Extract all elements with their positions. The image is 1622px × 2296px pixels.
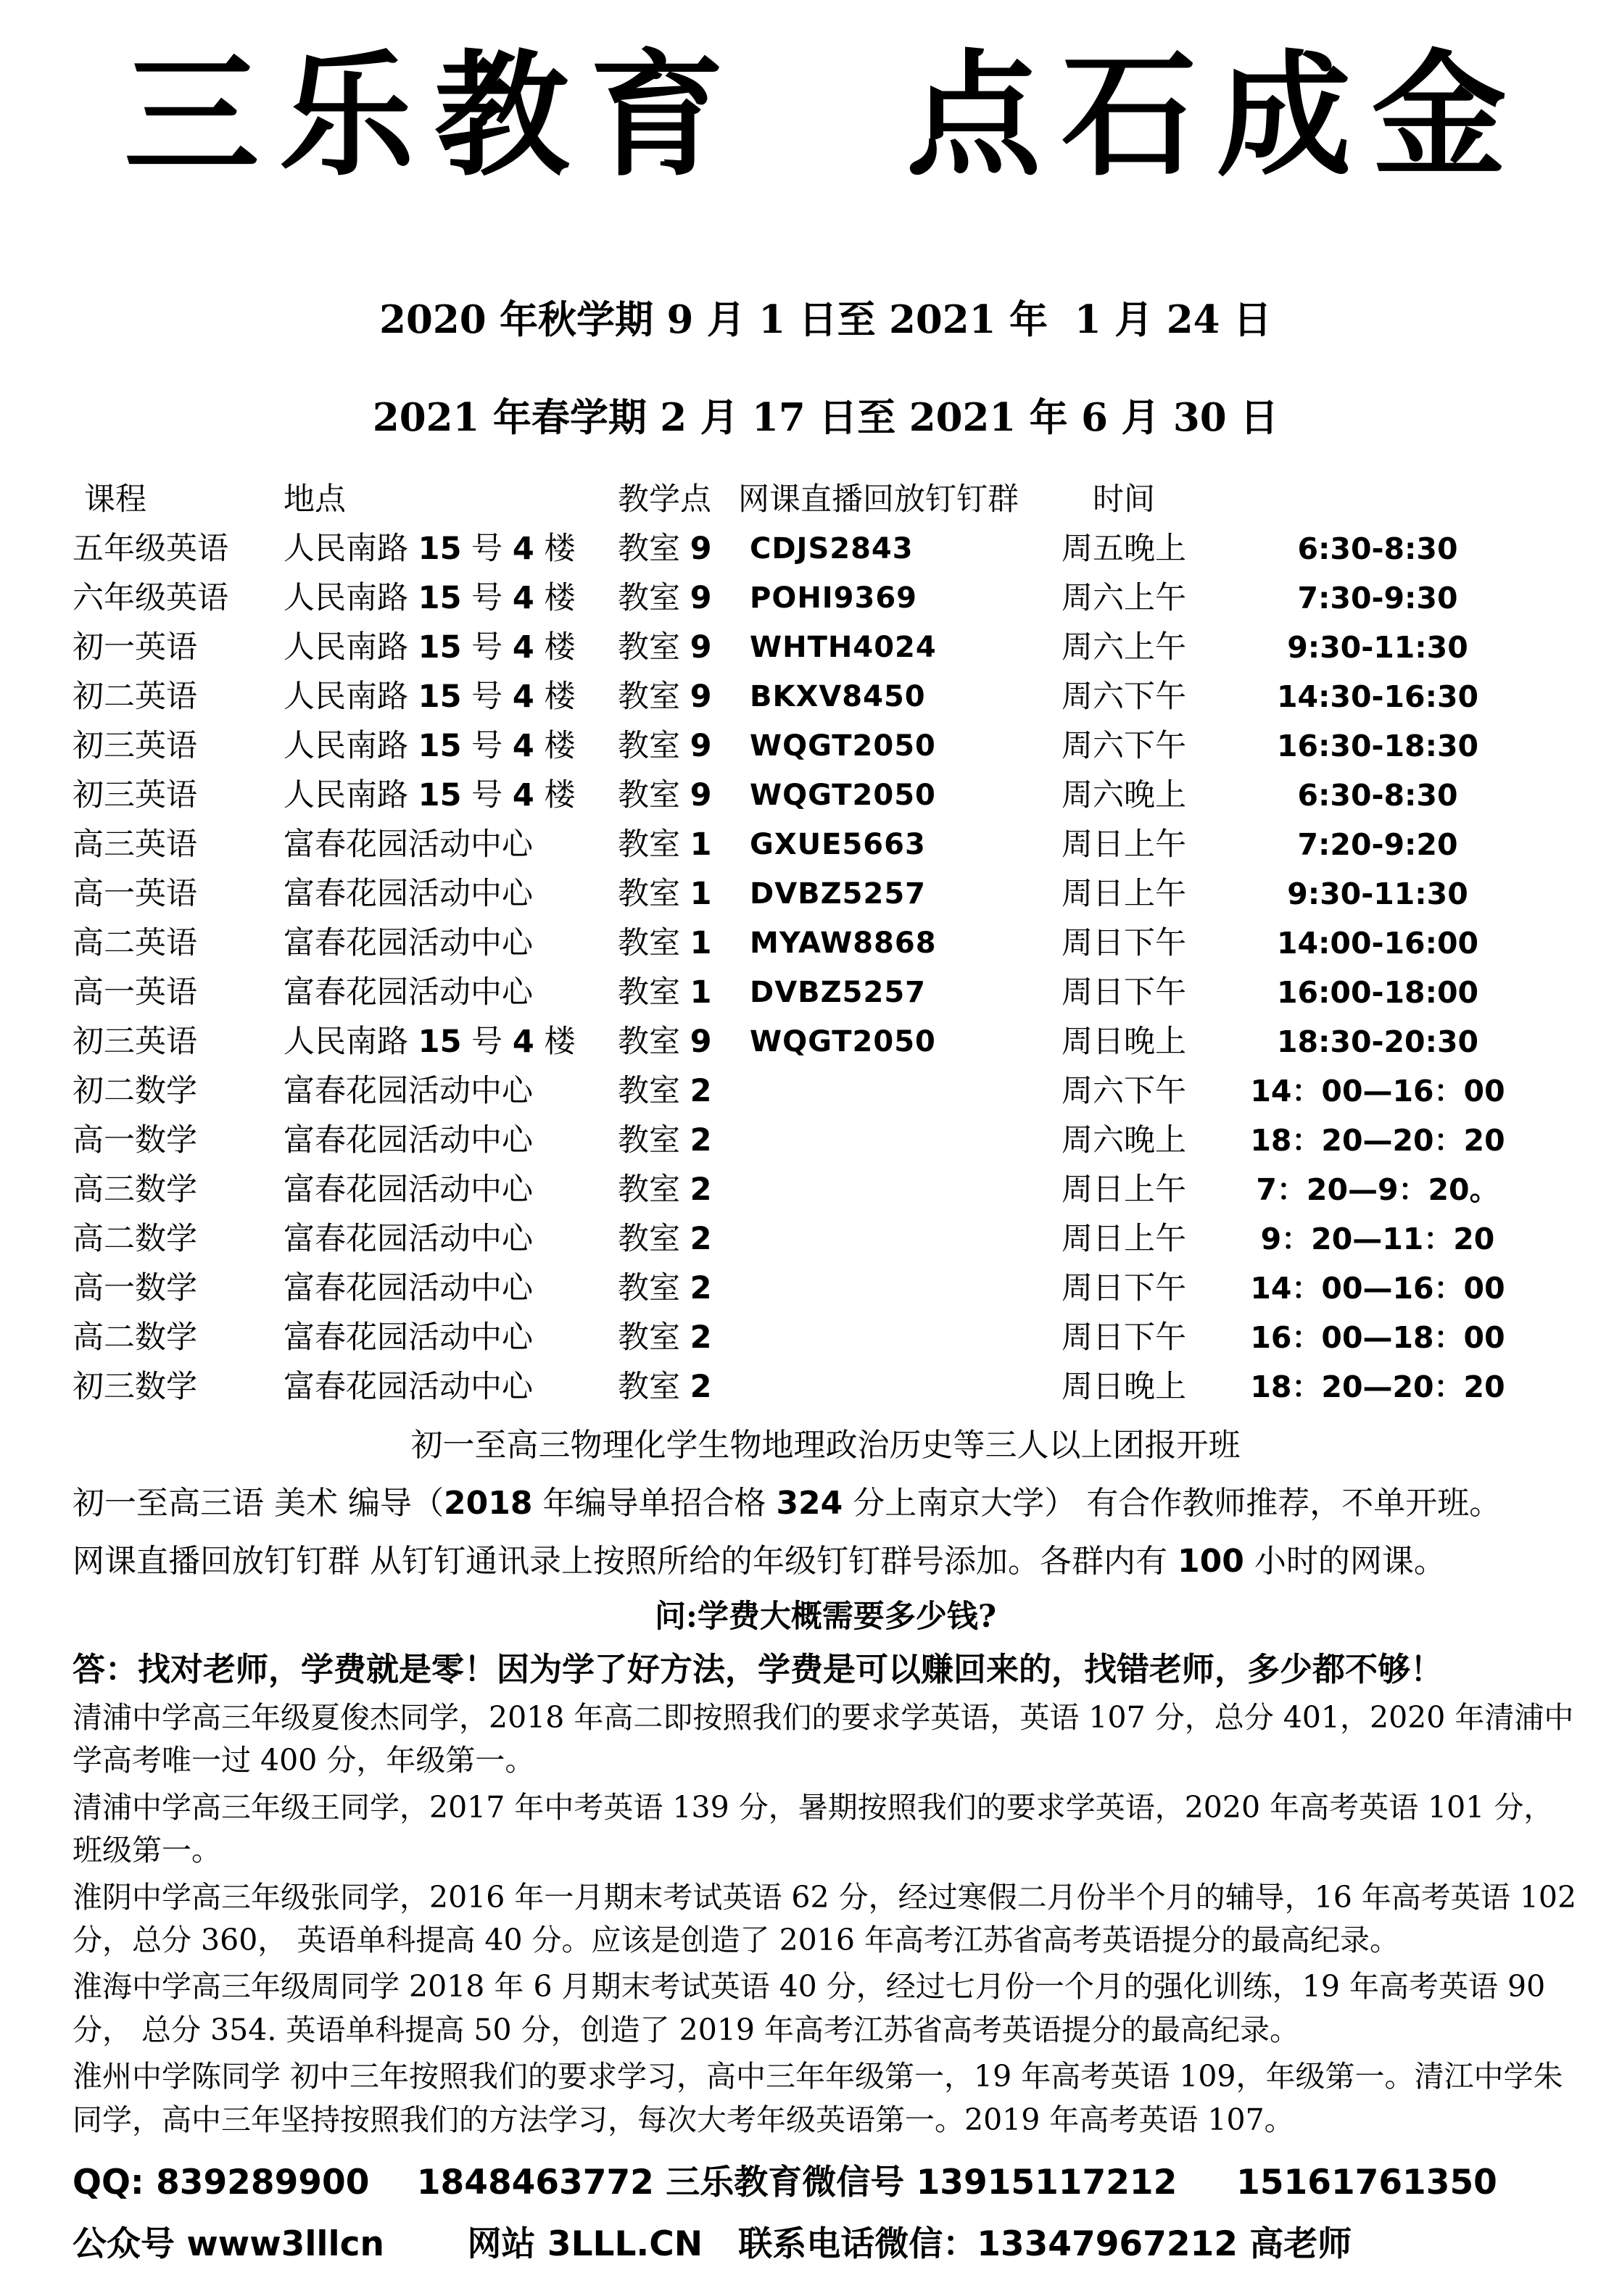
cell-time: 14：00—16：00 bbox=[1250, 1271, 1505, 1306]
bold-number: 9 bbox=[690, 679, 712, 716]
cell-course: 初三数学 bbox=[73, 1369, 197, 1406]
bold-number: 2018 bbox=[443, 1485, 533, 1522]
cell-time: 6:30-8:30 bbox=[1297, 531, 1458, 567]
cell-location: 人民南路 15 号 4 楼 bbox=[284, 531, 576, 568]
bold-number: 4 bbox=[512, 1024, 534, 1061]
schedule-row bbox=[73, 771, 1578, 820]
cell-course: 高三英语 bbox=[73, 826, 197, 863]
cell-room: 教室 9 bbox=[618, 679, 712, 716]
cell-course: 高一英语 bbox=[73, 876, 197, 913]
cell-location: 富春花园活动中心 bbox=[284, 1221, 533, 1258]
cell-group: CDJS2843 bbox=[750, 532, 914, 566]
cell-location: 富春花园活动中心 bbox=[284, 1369, 533, 1406]
cell-room: 教室 1 bbox=[618, 826, 712, 863]
cell-course: 初一英语 bbox=[73, 629, 197, 666]
cell-day: 周日上午 bbox=[1062, 876, 1186, 913]
cell-course: 高一英语 bbox=[73, 974, 197, 1011]
cell-location: 富春花园活动中心 bbox=[284, 1270, 533, 1307]
schedule-row bbox=[73, 1165, 1578, 1214]
cell-time: 16:00-18:00 bbox=[1276, 975, 1479, 1011]
cell-course: 五年级英语 bbox=[73, 531, 228, 568]
cell-course: 六年级英语 bbox=[73, 580, 228, 617]
cell-location: 人民南路 15 号 4 楼 bbox=[284, 679, 576, 716]
testimonial-xiajunjie: 清浦中学高三年级夏俊杰同学，2018 年高二即按照我们的要求学英语，英语 107 分，总分 401，2020 年清浦中学高考唯一过 400 分，年级第一。 bbox=[73, 1699, 1574, 1778]
cell-room: 教室 2 bbox=[618, 1172, 712, 1209]
bold-number: 4 bbox=[512, 531, 534, 568]
cell-location: 人民南路 15 号 4 楼 bbox=[284, 1024, 576, 1061]
cell-day: 周日下午 bbox=[1062, 1319, 1186, 1356]
cell-room: 教室 9 bbox=[618, 580, 712, 617]
cell-time: 16:30-18:30 bbox=[1276, 729, 1479, 764]
cell-course: 高一数学 bbox=[73, 1122, 197, 1159]
testimonial-chen-zhu: 淮州中学陈同学 初中三年按照我们的要求学习，高中三年年级第一，19 年高考英语 109，年级第一。清江中学朱同学，高中三年坚持按照我们的方法学习，每次大考年级英语第一。2019 年高考英语 107。 bbox=[73, 2059, 1563, 2137]
cell-day: 周日晚上 bbox=[1062, 1369, 1186, 1406]
cell-group: WQGT2050 bbox=[750, 779, 936, 813]
cell-course: 初三英语 bbox=[73, 728, 197, 765]
contact-qq-line: QQ: 839289900 1848463772 三乐教育微信号 13915117212 15161761350 bbox=[73, 2163, 1497, 2203]
cell-course: 高二数学 bbox=[73, 1221, 197, 1258]
cell-time: 9:30-11:30 bbox=[1287, 630, 1468, 666]
bold-number: 2 bbox=[690, 1122, 712, 1159]
header-course: 课程 bbox=[84, 481, 146, 518]
header-location: 地点 bbox=[284, 481, 346, 518]
cell-room: 教室 2 bbox=[618, 1319, 712, 1356]
note-dingtalk-groups: 网课直播回放钉钉群 从钉钉通讯录上按照所给的年级钉钉群号添加。各群内有 100 小时的网课。 bbox=[73, 1543, 1446, 1580]
cell-day: 周六下午 bbox=[1062, 679, 1186, 716]
bold-number: 1 bbox=[690, 826, 712, 863]
cell-course: 高三数学 bbox=[73, 1172, 197, 1209]
cell-group: WHTH4024 bbox=[750, 631, 937, 665]
schedule-row bbox=[73, 623, 1578, 672]
cell-day: 周日晚上 bbox=[1062, 1024, 1186, 1061]
schedule-row bbox=[73, 1214, 1578, 1264]
cell-day: 周六晚上 bbox=[1062, 1122, 1186, 1159]
cell-day: 周日上午 bbox=[1062, 826, 1186, 863]
header-room: 教学点 bbox=[618, 481, 711, 518]
schedule-header-row bbox=[73, 475, 1578, 524]
semester-date-fall: 2020 年秋学期 9 月 1 日至 2021 年 1 月 24 日 bbox=[379, 297, 1272, 343]
note-art-programs: 初一至高三语 美术 编导（2018 年编导单招合格 324 分上南京大学） 有合作教师推荐，不单开班。 bbox=[73, 1485, 1502, 1522]
cell-location: 人民南路 15 号 4 楼 bbox=[284, 728, 576, 765]
cell-course: 初三英语 bbox=[73, 777, 197, 814]
cell-day: 周六上午 bbox=[1062, 580, 1186, 617]
header-dingtalk-group: 网课直播回放钉钉群 bbox=[738, 481, 1019, 518]
cell-group: MYAW8868 bbox=[750, 927, 937, 961]
cell-group: WQGT2050 bbox=[750, 1025, 936, 1059]
schedule-row bbox=[73, 1017, 1578, 1066]
schedule-row bbox=[73, 573, 1578, 623]
cell-room: 教室 2 bbox=[618, 1221, 712, 1258]
cell-location: 富春花园活动中心 bbox=[284, 1073, 533, 1110]
cell-room: 教室 2 bbox=[618, 1073, 712, 1110]
cell-location: 富春花园活动中心 bbox=[284, 925, 533, 962]
cell-time: 9:30-11:30 bbox=[1287, 876, 1468, 912]
contact-site-line: 公众号 www3lllcn 网站 3LLL.CN 联系电话微信：13347967212 高老师 bbox=[73, 2224, 1352, 2265]
cell-day: 周六下午 bbox=[1062, 1073, 1186, 1110]
bold-number: 2 bbox=[690, 1073, 712, 1110]
cell-location: 富春花园活动中心 bbox=[284, 1122, 533, 1159]
cell-day: 周六晚上 bbox=[1062, 777, 1186, 814]
bold-number: 2 bbox=[690, 1369, 712, 1406]
semester-date-spring: 2021 年春学期 2 月 17 日至 2021 年 6 月 30 日 bbox=[372, 395, 1279, 441]
cell-course: 初三英语 bbox=[73, 1024, 197, 1061]
testimonial-zhou: 淮海中学高三年级周同学 2018 年 6 月期末考试英语 40 分，经过七月份一个月的强化训练，19 年高考英语 90 分， 总分 354. 英语单科提高 50 分，创造了 2019 年高考江苏省高考英语提分的最高纪录。 bbox=[73, 1969, 1555, 2047]
cell-group: WQGT2050 bbox=[750, 729, 936, 763]
cell-room: 教室 1 bbox=[618, 974, 712, 1011]
cell-room: 教室 2 bbox=[618, 1122, 712, 1159]
cell-time: 18:30-20:30 bbox=[1276, 1024, 1479, 1060]
bold-number: 15 bbox=[418, 1024, 462, 1061]
cell-room: 教室 2 bbox=[618, 1369, 712, 1406]
cell-time: 7：20—9：20。 bbox=[1256, 1172, 1499, 1208]
cell-course: 高一数学 bbox=[73, 1270, 197, 1307]
cell-course: 高二英语 bbox=[73, 925, 197, 962]
cell-room: 教室 9 bbox=[618, 1024, 712, 1061]
testimonial-zhang: 淮阴中学高三年级张同学，2016 年一月期末考试英语 62 分，经过寒假二月份半个月的辅导，16 年高考英语 102 分，总分 360， 英语单科提高 40 分。应该是创造了 2016 年高考江苏省高考英语提分的最高纪录。 bbox=[73, 1879, 1586, 1957]
cell-room: 教室 2 bbox=[618, 1270, 712, 1307]
bold-number: 2 bbox=[690, 1319, 712, 1356]
cell-day: 周日上午 bbox=[1062, 1221, 1186, 1258]
cell-time: 14:00-16:00 bbox=[1276, 926, 1479, 961]
testimonial-wang: 清浦中学高三年级王同学，2017 年中考英语 139 分，暑期按照我们的要求学英语，2020 年高考英语 101 分，班级第一。 bbox=[73, 1789, 1554, 1868]
bold-number: 9 bbox=[690, 1024, 712, 1061]
schedule-row bbox=[73, 968, 1578, 1017]
qa-answer: 答：找对老师，学费就是零！因为学了好方法，学费是可以赚回来的，找错老师，多少都不够！ bbox=[73, 1649, 1444, 1688]
cell-room: 教室 1 bbox=[618, 876, 712, 913]
cell-room: 教室 9 bbox=[618, 629, 712, 666]
schedule-row bbox=[73, 820, 1578, 869]
bold-number: 15 bbox=[418, 580, 462, 617]
cell-room: 教室 9 bbox=[618, 728, 712, 765]
cell-time: 7:20-9:20 bbox=[1297, 827, 1458, 863]
bold-number: 15 bbox=[418, 679, 462, 716]
qa-question: 问:学费大概需要多少钱? bbox=[654, 1599, 997, 1636]
bold-number: 2 bbox=[690, 1221, 712, 1258]
cell-time: 9：20—11：20 bbox=[1260, 1222, 1495, 1257]
bold-number: 4 bbox=[512, 777, 534, 814]
cell-location: 富春花园活动中心 bbox=[284, 1172, 533, 1209]
bold-number: 4 bbox=[512, 629, 534, 666]
bold-number: 2 bbox=[690, 1270, 712, 1307]
schedule-row bbox=[73, 721, 1578, 771]
schedule-row bbox=[73, 1066, 1578, 1116]
bold-number: 1 bbox=[690, 974, 712, 1011]
schedule-row bbox=[73, 524, 1578, 573]
bold-number: 15 bbox=[418, 531, 462, 568]
cell-group: POHI9369 bbox=[750, 581, 918, 616]
cell-day: 周五晚上 bbox=[1062, 531, 1186, 568]
bold-number: 4 bbox=[512, 728, 534, 765]
cell-time: 6:30-8:30 bbox=[1297, 778, 1458, 813]
cell-group: GXUE5663 bbox=[750, 828, 926, 862]
group-class-note: 初一至高三物理化学生物地理政治历史等三人以上团报开班 bbox=[410, 1427, 1241, 1464]
bold-number: 324 bbox=[776, 1485, 843, 1522]
schedule-table bbox=[73, 475, 1578, 1412]
cell-room: 教室 9 bbox=[618, 777, 712, 814]
schedule-body bbox=[73, 524, 1578, 1412]
bold-number: 15 bbox=[418, 777, 462, 814]
cell-day: 周六上午 bbox=[1062, 629, 1186, 666]
cell-day: 周日上午 bbox=[1062, 1172, 1186, 1209]
cell-day: 周日下午 bbox=[1062, 974, 1186, 1011]
page-title: 三乐教育 点石成金 bbox=[124, 36, 1527, 194]
bold-number: 4 bbox=[512, 679, 534, 716]
cell-time: 7:30-9:30 bbox=[1297, 581, 1458, 616]
cell-day: 周日下午 bbox=[1062, 1270, 1186, 1307]
cell-location: 富春花园活动中心 bbox=[284, 1319, 533, 1356]
cell-location: 富春花园活动中心 bbox=[284, 974, 533, 1011]
cell-course: 初二英语 bbox=[73, 679, 197, 716]
cell-time: 14：00—16：00 bbox=[1250, 1074, 1505, 1109]
cell-course: 高二数学 bbox=[73, 1319, 197, 1356]
cell-location: 富春花园活动中心 bbox=[284, 876, 533, 913]
cell-course: 初二数学 bbox=[73, 1073, 197, 1110]
cell-location: 人民南路 15 号 4 楼 bbox=[284, 580, 576, 617]
cell-room: 教室 9 bbox=[618, 531, 712, 568]
header-time: 时间 bbox=[1093, 481, 1155, 518]
bold-number: 15 bbox=[418, 629, 462, 666]
bold-number: 9 bbox=[690, 777, 712, 814]
cell-time: 18：20—20：20 bbox=[1250, 1123, 1505, 1159]
bold-number: 2 bbox=[690, 1172, 712, 1209]
cell-location: 富春花园活动中心 bbox=[284, 826, 533, 863]
cell-group: DVBZ5257 bbox=[750, 976, 926, 1010]
cell-day: 周六下午 bbox=[1062, 728, 1186, 765]
bold-number: 100 bbox=[1177, 1543, 1244, 1580]
schedule-row bbox=[73, 1313, 1578, 1362]
schedule-row bbox=[73, 869, 1578, 919]
bold-number: 9 bbox=[690, 728, 712, 765]
cell-time: 16：00—18：00 bbox=[1250, 1320, 1505, 1356]
cell-time: 18：20—20：20 bbox=[1250, 1369, 1505, 1405]
cell-room: 教室 1 bbox=[618, 925, 712, 962]
schedule-row bbox=[73, 1116, 1578, 1165]
cell-group: BKXV8450 bbox=[750, 680, 926, 714]
bold-number: 1 bbox=[690, 876, 712, 913]
bold-number: 9 bbox=[690, 531, 712, 568]
schedule-row bbox=[73, 919, 1578, 968]
bold-number: 9 bbox=[690, 629, 712, 666]
bold-number: 1 bbox=[690, 925, 712, 962]
schedule-row bbox=[73, 672, 1578, 721]
cell-location: 人民南路 15 号 4 楼 bbox=[284, 629, 576, 666]
bold-number: 4 bbox=[512, 580, 534, 617]
schedule-row bbox=[73, 1362, 1578, 1412]
bold-number: 9 bbox=[690, 580, 712, 617]
bold-number: 15 bbox=[418, 728, 462, 765]
cell-location: 人民南路 15 号 4 楼 bbox=[284, 777, 576, 814]
cell-time: 14:30-16:30 bbox=[1276, 679, 1479, 715]
schedule-row bbox=[73, 1264, 1578, 1313]
cell-group: DVBZ5257 bbox=[750, 877, 926, 911]
cell-day: 周日下午 bbox=[1062, 925, 1186, 962]
